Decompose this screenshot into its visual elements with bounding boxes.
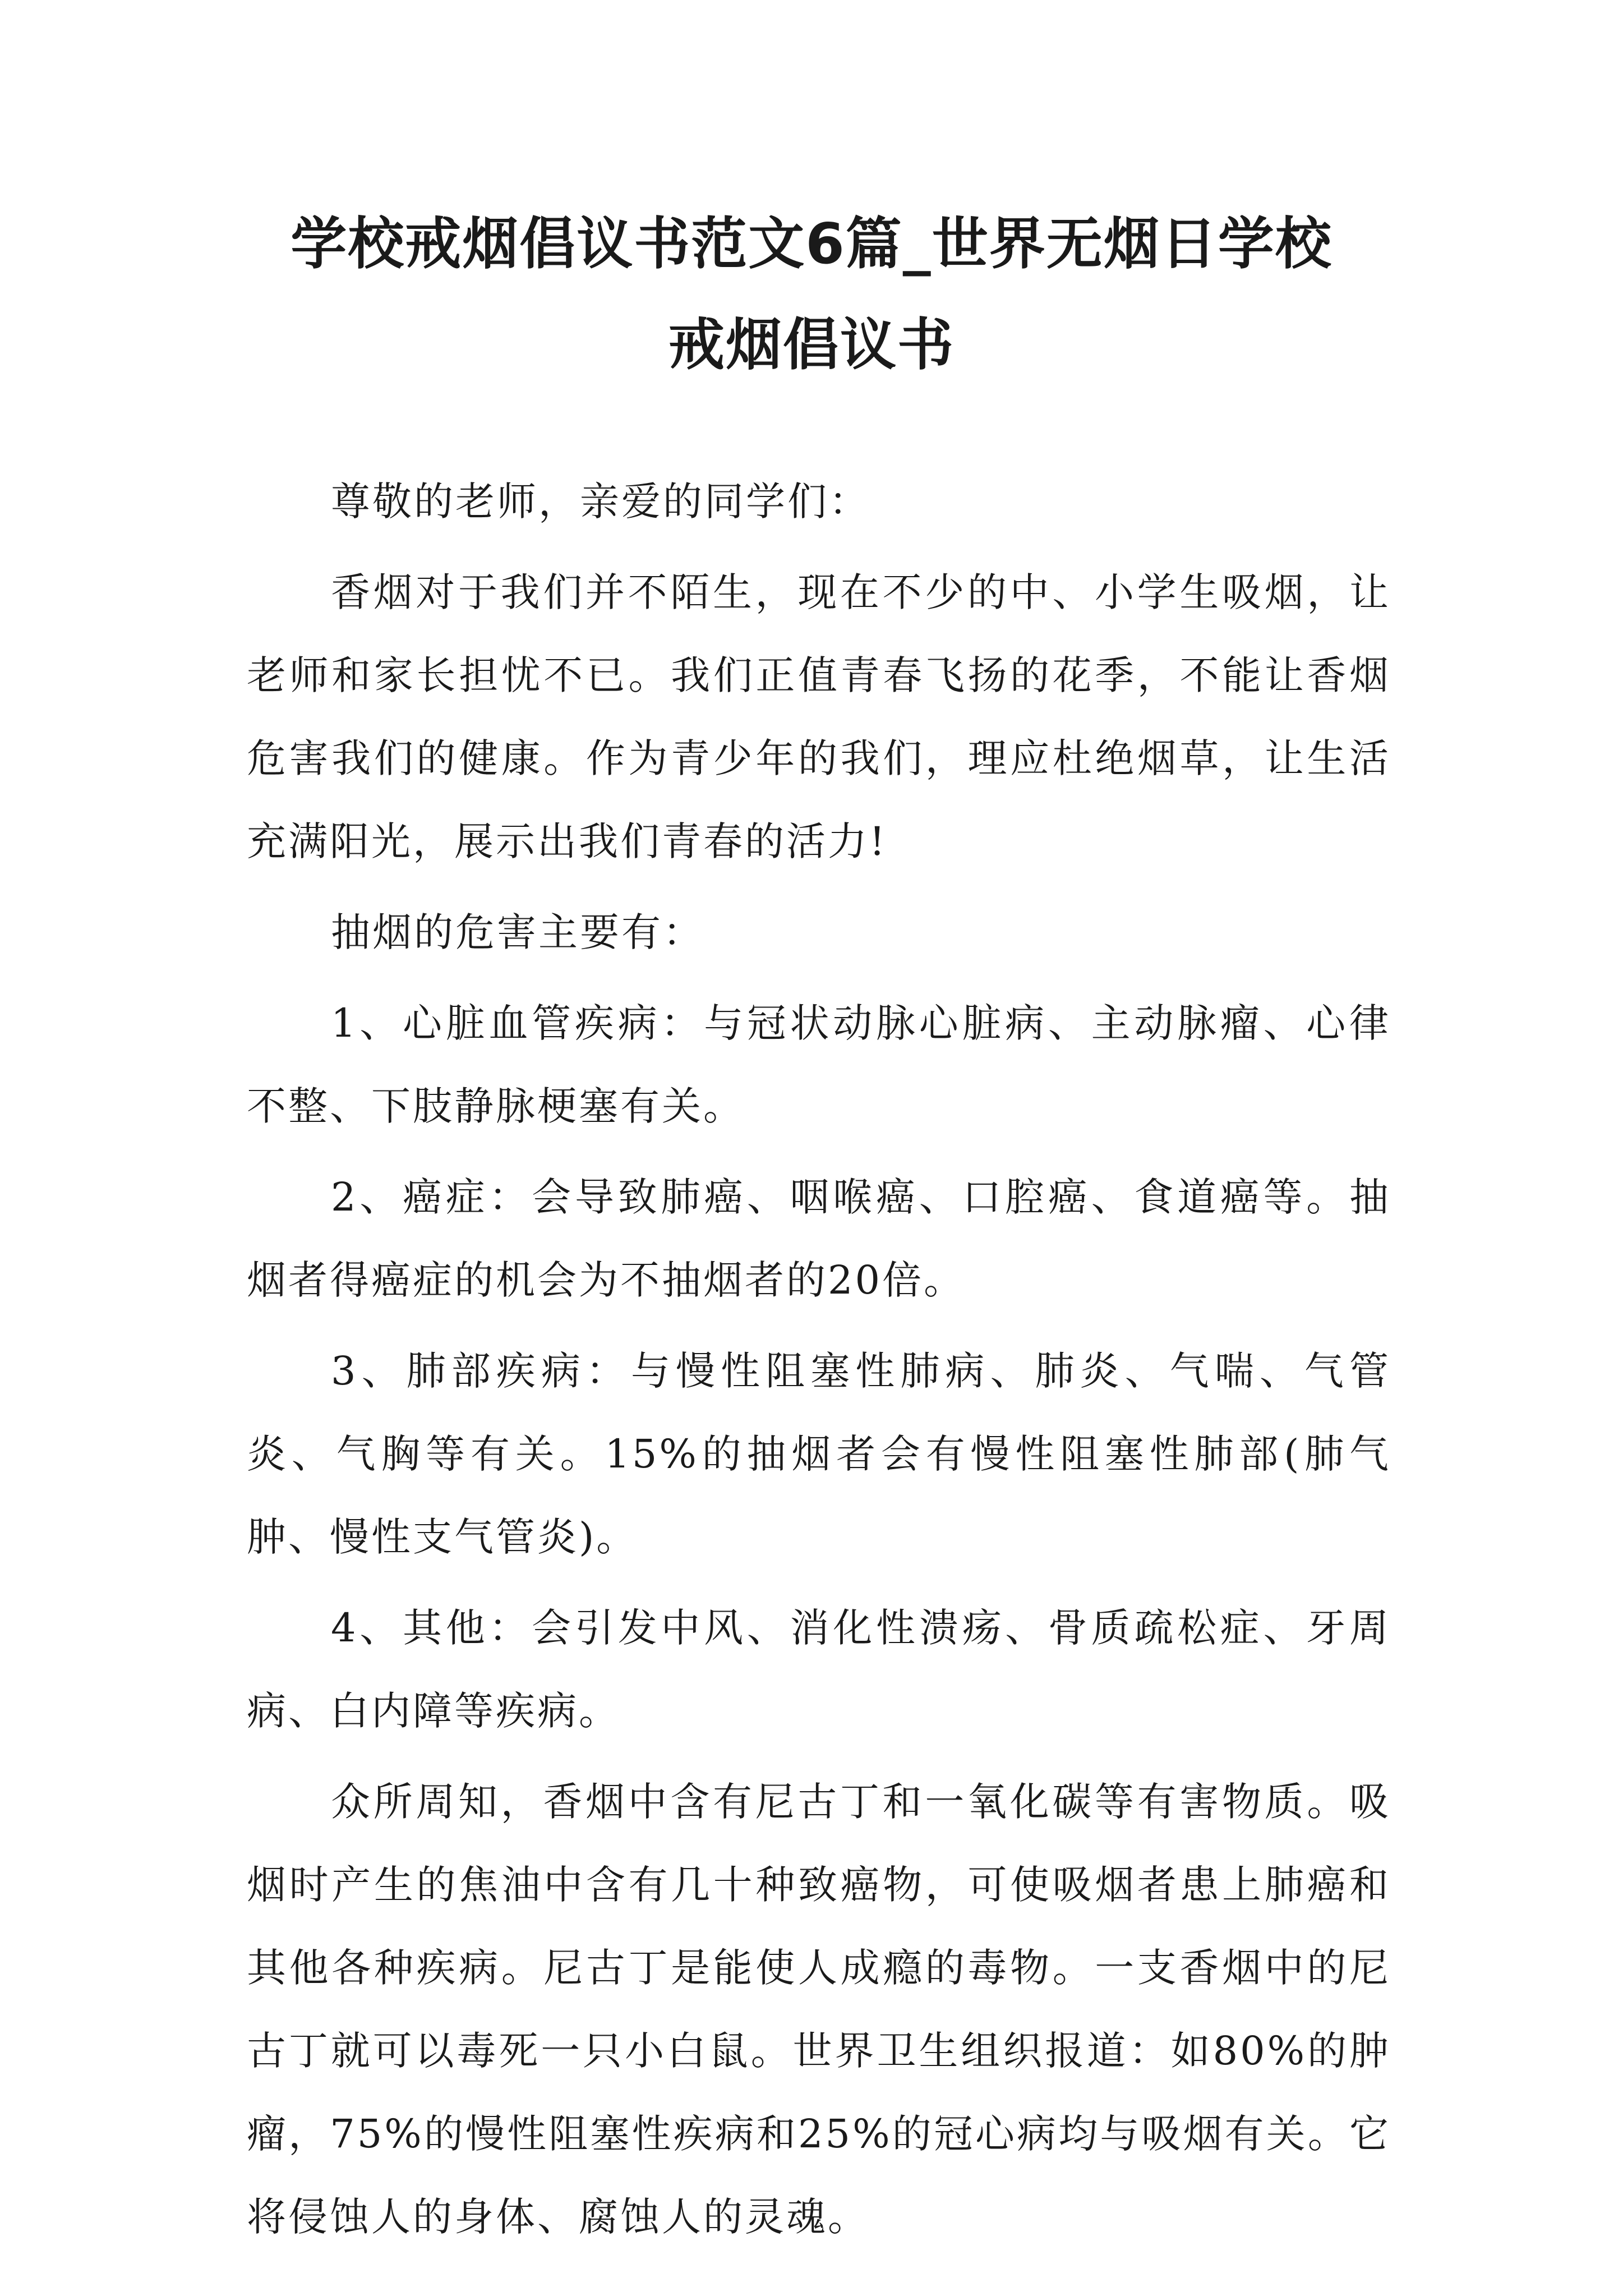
document-body xyxy=(247,460,1391,2266)
list-item-cardiovascular: 1、心脏血管疾病：与冠状动脉心脏病、主动脉瘤、心律不整、下肢静脉梗塞有关。 xyxy=(247,1000,1391,1129)
salutation: 尊敬的老师，亲爱的同学们： xyxy=(331,478,870,524)
paragraph-harms-heading: 抽烟的危害主要有： xyxy=(331,909,704,955)
list-item-other: 4、其他：会引发中风、消化性溃疡、骨质疏松症、牙周病、白内障等疾病。 xyxy=(247,1605,1391,1734)
paragraph-intro: 香烟对于我们并不陌生，现在不少的中、小学生吸烟，让老师和家长担忧不已。我们正值青春飞扬的花季，不能让香烟危害我们的健康。作为青少年的我们，理应杜绝烟草，让生活充满阳光，展示出我们青春的活力! xyxy=(247,569,1391,864)
document-title xyxy=(168,194,1455,395)
document-title-line-1: 学校戒烟倡议书范文6篇_世界无烟日学校 xyxy=(291,211,1332,277)
document-title-line-2: 戒烟倡议书 xyxy=(668,312,955,378)
list-item-cancer: 2、癌症：会导致肺癌、咽喉癌、口腔癌、食道癌等。抽烟者得癌症的机会为不抽烟者的20倍。 xyxy=(247,1174,1391,1303)
paragraph-nicotine: 众所周知，香烟中含有尼古丁和一氧化碳等有害物质。吸烟时产生的焦油中含有几十种致癌物，可使吸烟者患上肺癌和其他各种疾病。尼古丁是能使人成瘾的毒物。一支香烟中的尼古丁就可以毒死一只小白鼠。世界卫生组织报道：如80%的肿瘤，75%的慢性阻塞性疾病和25%的冠心病均与吸烟有关。它将侵蚀人的身体、腐蚀人的灵魂。 xyxy=(247,1779,1391,2240)
list-item-lung-disease: 3、肺部疾病：与慢性阻塞性肺病、肺炎、气喘、气管炎、气胸等有关。15%的抽烟者会有慢性阻塞性肺部(肺气肿、慢性支气管炎)。 xyxy=(247,1348,1391,1560)
